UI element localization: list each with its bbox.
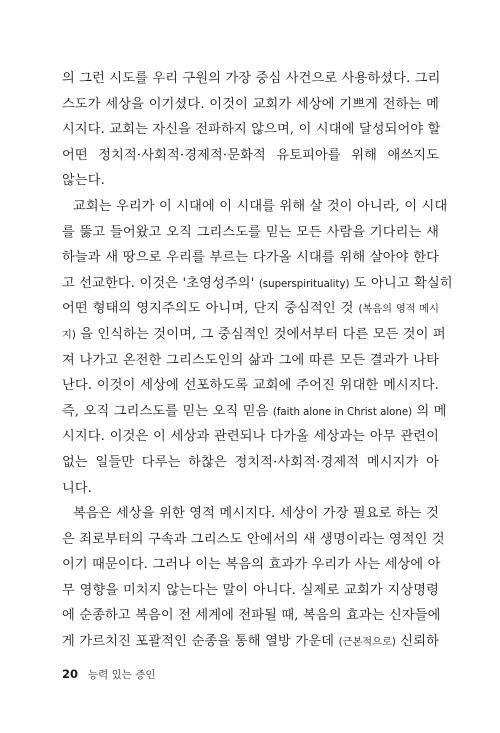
english-term: (faith alone in Christ alone) [272, 406, 413, 418]
running-title: 능력 있는 증인 [88, 669, 156, 681]
text-line [62, 399, 447, 425]
text-line: 교회는 우리가 이 시대에 이 시대를 위해 살 것이 아니라, 이 시대 [73, 198, 448, 214]
text-segment: 어떤 형태의 영지주의도 아니며, 단지 중심적인 것 [62, 301, 354, 317]
parenthetical-note: (근본적으로) [338, 637, 396, 649]
text-line: 이기 때문이다. 그러나 이는 복음의 효과가 우리가 사는 세상에 아 [62, 557, 441, 573]
page-number: 20 [62, 667, 79, 681]
english-term: (superspirituality) [258, 278, 350, 290]
text-line: 어떤 정치적·사회적·경제적·문화적 유토피아를 위해 애쓰지도 [62, 147, 439, 163]
text-line: 않는다. [62, 173, 106, 189]
text-line: 무 영향을 미치지 않는다는 말이 아니다. 실제로 교회가 지상명령 [62, 582, 439, 598]
text-segment: 즉, 오직 그리스도를 믿는 오직 믿음 [62, 403, 269, 419]
parenthetical-note: (복음의 영적 메시 [358, 304, 439, 316]
text-segment: 도 아니고 확실히 [353, 275, 453, 291]
text-line: 복음은 세상을 위한 영적 메시지다. 세상이 가장 필요로 하는 것 [73, 506, 439, 522]
text-segment: 을 인식하는 것이며, 그 중심적인 것에서부터 다른 모든 것이 퍼 [80, 326, 446, 342]
paragraph-1 [62, 66, 439, 194]
text-line: 난다. 이것이 세상에 선포하도록 교회에 주어진 위대한 메시지다. [62, 378, 439, 394]
text-line [62, 322, 446, 348]
text-line: 의 그런 시도를 우리 구원의 가장 중심 사건으로 사용하셨다. 그리 [62, 71, 441, 86]
paragraph-2 [62, 194, 453, 501]
page-body [62, 66, 453, 655]
page-footer [62, 667, 156, 682]
text-line [62, 296, 439, 322]
text-segment: 고 선교한다. 이것은 '초영성주의' [62, 275, 255, 291]
text-line [62, 629, 439, 655]
text-line: 스도가 세상을 이기셨다. 이것이 교회가 세상에 기쁘게 전하는 메 [62, 96, 439, 112]
text-line: 없는 일들만 다루는 하찮은 정치적·사회적·경제적 메시지가 아 [62, 454, 439, 470]
text-segment: 신뢰하 [400, 634, 440, 650]
text-segment: 의 메 [416, 403, 447, 419]
text-line: 은 죄로부터의 구속과 그리스도 안에서의 새 생명이라는 영적인 것 [62, 531, 445, 547]
text-line: 져 나가고 온전한 그리스도인의 삶과 그에 따른 모든 결과가 나타 [62, 352, 439, 368]
text-line: 시지다. 이것은 이 세상과 관련되나 다가올 세상과는 아무 관련이 [62, 429, 439, 445]
text-line [62, 271, 453, 297]
text-line: 를 뚫고 들어왔고 오직 그리스도를 믿는 모든 사람을 기다리는 새 [62, 224, 439, 240]
text-line: 니다. [62, 480, 93, 496]
text-line: 하늘과 새 땅으로 우리를 부르는 다가올 시대를 위해 살아야 한다 [62, 250, 439, 266]
text-segment: 게 가르치진 포괄적인 순종을 통해 열방 가운데 [62, 634, 335, 650]
text-line: 에 순종하고 복음이 전 세계에 전파될 때, 복음의 효과는 신자들에 [62, 608, 441, 624]
paragraph-3 [62, 501, 445, 655]
text-line: 시지다. 교회는 자신을 전파하지 않으며, 이 시대에 달성되어야 할 [62, 122, 441, 138]
parenthetical-note: 지) [62, 329, 76, 341]
